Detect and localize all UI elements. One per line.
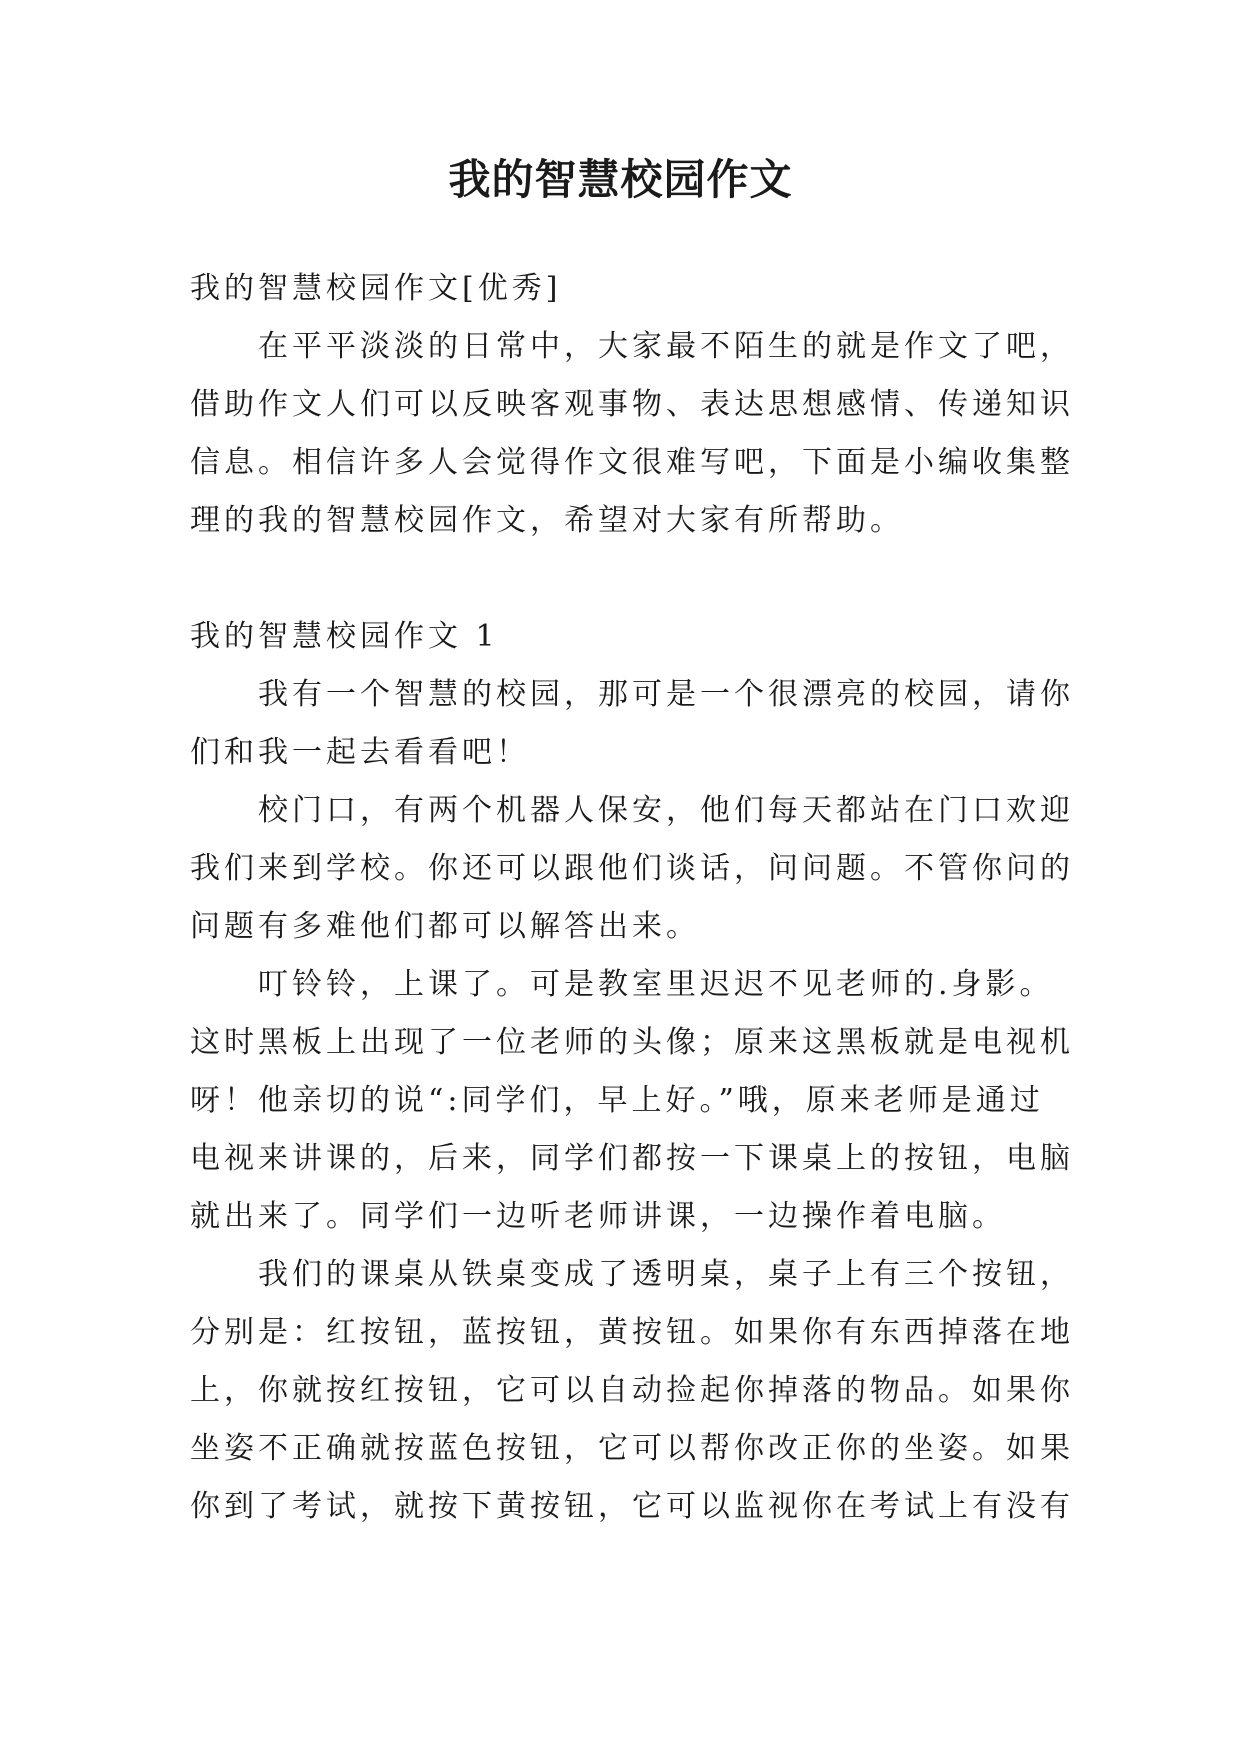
text-line: 上，你就按红按钮，它可以自动捡起你掉落的物品。如果你	[190, 1373, 1074, 1408]
text-line: 你到了考试，就按下黄按钮，它可以监视你在考试上有没有	[190, 1489, 1074, 1524]
text-line: 我们来到学校。你还可以跟他们谈话，问问题。不管你问的	[190, 851, 1074, 886]
document-body	[190, 260, 1074, 1536]
paragraph-first-line: 我有一个智慧的校园，那可是一个很漂亮的校园，请你	[258, 677, 1074, 712]
text-line: 坐姿不正确就按蓝色按钮，它可以帮你改正你的坐姿。如果	[190, 1431, 1074, 1466]
text-line: 们和我一起去看看吧！	[190, 735, 530, 770]
text-line: 我的智慧校园作文[优秀]	[190, 271, 562, 306]
paragraph-first-line: 叮铃铃，上课了。可是教室里迟迟不见老师的.身影。	[258, 967, 1054, 1002]
paragraph-first-line: 在平平淡淡的日常中，大家最不陌生的就是作文了吧，	[258, 329, 1074, 364]
paragraph-first-line: 校门口，有两个机器人保安，他们每天都站在门口欢迎	[258, 793, 1074, 828]
text-line: 这时黑板上出现了一位老师的头像；原来这黑板就是电视机	[190, 1025, 1074, 1060]
text-line: 我的智慧校园作文 1	[190, 619, 499, 654]
text-line: 理的我的智慧校园作文，希望对大家有所帮助。	[190, 503, 904, 538]
text-line: 问题有多难他们都可以解答出来。	[190, 909, 700, 944]
text-line: 信息。相信许多人会觉得作文很难写吧，下面是小编收集整	[190, 445, 1074, 480]
text-line: 借助作文人们可以反映客观事物、表达思想感情、传递知识	[190, 387, 1074, 422]
paragraph-first-line: 我们的课桌从铁桌变成了透明桌，桌子上有三个按钮，	[258, 1257, 1074, 1292]
paragraph-gap	[190, 550, 1064, 608]
text-line: 电视来讲课的，后来，同学们都按一下课桌上的按钮，电脑	[190, 1141, 1074, 1176]
text-line: 就出来了。同学们一边听老师讲课，一边操作着电脑。	[190, 1199, 1006, 1234]
page-title: 我的智慧校园作文	[448, 155, 793, 204]
text-line: 分别是：红按钮，蓝按钮，黄按钮。如果你有东西掉落在地	[190, 1315, 1074, 1350]
text-line: 呀！他亲切的说“:同学们，早上好。”哦，原来老师是通过	[190, 1083, 1044, 1118]
